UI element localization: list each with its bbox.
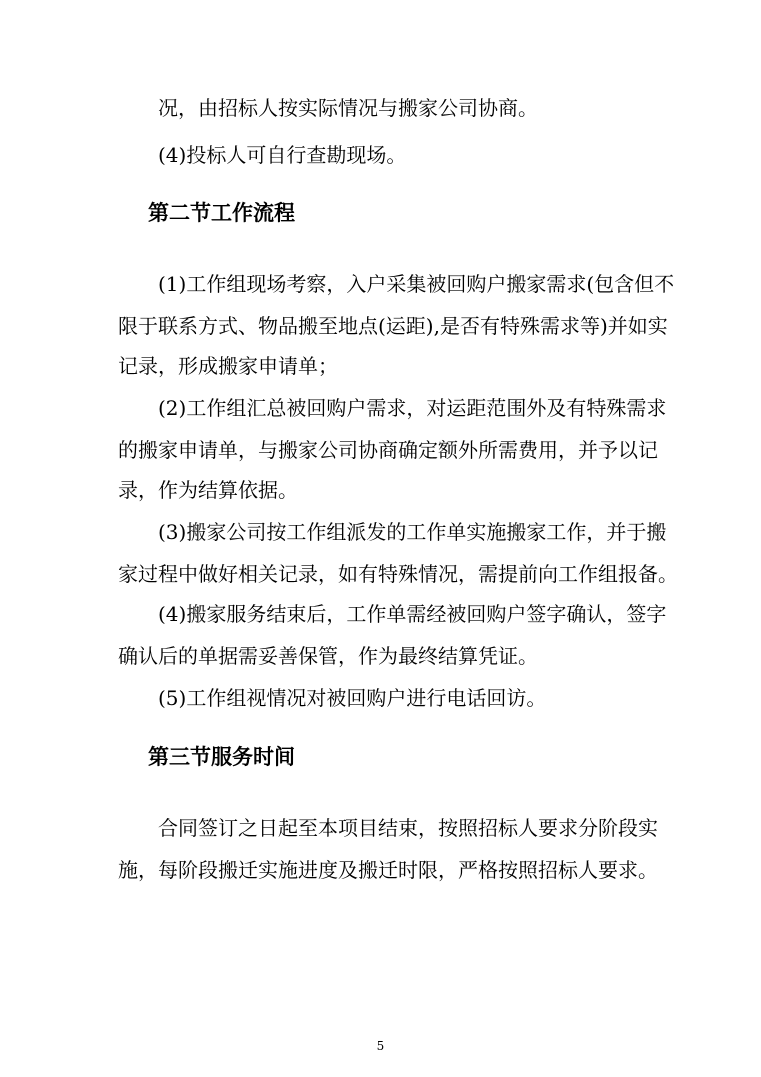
paragraph-line: 施，每阶段搬迁实施进度及搬迁时限，严格按照招标人要求。 (118, 858, 658, 882)
paragraph-line: (2)工作组汇总被回购户需求，对运距范围外及有特殊需求 (158, 396, 667, 420)
paragraph-line: 况，由招标人按实际情况与搬家公司协商。 (158, 96, 538, 120)
paragraph-line: (3)搬家公司按工作组派发的工作单实施搬家工作，并于搬 (158, 520, 667, 544)
paragraph-line: 确认后的单据需妥善保管，作为最终结算凭证。 (118, 644, 538, 668)
paragraph-line: 合同签订之日起至本项目结束，按照招标人要求分阶段实 (158, 816, 658, 840)
paragraph-line: 家过程中做好相关记录，如有特殊情况，需提前向工作组报备。 (118, 562, 678, 586)
paragraph-line: 记录，形成搬家申请单； (118, 354, 338, 378)
paragraph-line: (4)搬家服务结束后，工作单需经被回购户签字确认，签字 (158, 602, 667, 626)
paragraph-line: (4)投标人可自行查勘现场。 (158, 143, 407, 167)
paragraph-line: (5)工作组视情况对被回购户进行电话回访。 (158, 686, 547, 710)
paragraph-line: 的搬家申请单，与搬家公司协商确定额外所需费用，并予以记 (118, 438, 658, 462)
paragraph-line: (1)工作组现场考察，入户采集被回购户搬家需求(包含但不 (158, 272, 675, 296)
section-heading-workflow: 第二节工作流程 (148, 201, 295, 225)
paragraph-line: 录，作为结算依据。 (118, 478, 298, 502)
paragraph-line: 限于联系方式、物品搬至地点(运距),是否有特殊需求等)并如实 (118, 314, 668, 338)
section-heading-service-time: 第三节服务时间 (148, 745, 295, 769)
page-number: 5 (376, 1039, 385, 1053)
